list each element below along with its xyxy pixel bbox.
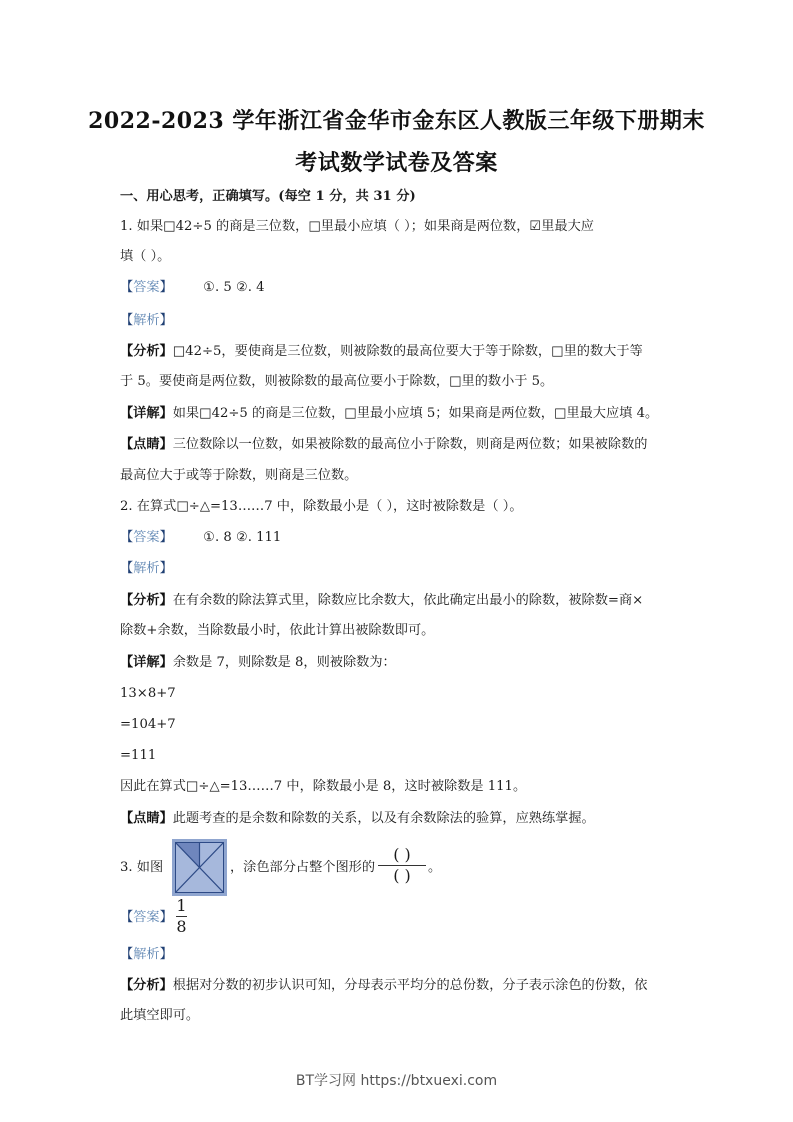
page-title-line1: 2022-2023 学年浙江省金华市金东区人教版三年级下册期末: [88, 108, 705, 134]
q3-analysis-label: 【解析】: [120, 947, 173, 962]
q1-answer: [120, 279, 680, 297]
answer-label: 【答案】: [120, 280, 173, 295]
q2-conclusion: 因此在算式□÷△=13……7 中，除数最小是 8，这时被除数是 111。: [120, 779, 527, 794]
q1-dianjing-line1: 【点睛】三位数除以一位数，如果被除数的最高位小于除数，则商是两位数；如果被除数的: [120, 437, 648, 452]
answer-label: 【答案】: [120, 530, 173, 545]
q2-fenxi-line2: 除数+余数，当除数最小时，依此计算出被除数即可。: [120, 623, 435, 638]
q1-xiangjie: 【详解】如果□42÷5 的商是三位数，□里最小应填 5；如果商是两位数，□里最大应填 4。: [120, 406, 659, 421]
q2-stem: 2. 在算式□÷△=13……7 中，除数最小是（ ），这时被除数是（ ）。: [120, 499, 523, 514]
q2-xiangjie: 【详解】余数是 7，则除数是 8，则被除数为：: [120, 655, 396, 670]
q3-fenxi-line2: 此填空即可。: [120, 1008, 200, 1023]
q1-dianjing-line2: 最高位大于或等于除数，则商是三位数。: [120, 468, 358, 483]
q2-answer: [120, 529, 680, 547]
q2-calc-1: 13×8+7: [120, 686, 176, 701]
q1-stem-line1: 1. 如果□42÷5 的商是三位数，□里最小应填（ ）；如果商是两位数，☑里最大应: [120, 219, 594, 234]
q1-analysis-label: 【解析】: [120, 313, 173, 328]
q3-end: 。: [428, 860, 442, 875]
q1-fenxi-line2: 于 5。要使商是两位数，则被除数的最高位要小于除数，□里的数小于 5。: [120, 374, 554, 389]
q3-fenxi-line1: 【分析】根据对分数的初步认识可知，分母表示平均分的总份数，分子表示涂色的份数，依: [120, 978, 648, 993]
q2-analysis-label: 【解析】: [120, 561, 173, 576]
q3-answer-label: 【答案】: [120, 910, 173, 925]
watermark-footer: BT学习网 https://btxuexi.com: [295, 1073, 498, 1089]
q1-fenxi-line1: 【分析】□42÷5，要使商是三位数，则被除数的最高位要大于等于除数，□里的数大于等: [120, 344, 643, 359]
q2-calc-2: =104+7: [120, 717, 176, 732]
q2-fenxi-line1: 【分析】在有余数的除法算式里，除数应比余数大，依此确定出最小的除数，被除数=商×: [120, 593, 644, 608]
q2-answer-value: ①. 8 ②. 111: [203, 530, 282, 545]
square-diagonals-icon: [175, 842, 224, 893]
q2-calc-3: =111: [120, 748, 157, 763]
q1-answer-value: ①. 5 ②. 4: [203, 280, 265, 295]
q3-prefix: 3. 如图: [120, 860, 164, 875]
page-title-line2: 考试数学试卷及答案: [295, 150, 498, 176]
q3-fraction-blank: ( ) ( ): [378, 845, 426, 886]
q3-answer-fraction: 1 8: [176, 896, 187, 936]
square-fraction-figure: [172, 839, 227, 896]
q1-stem-line2: 填（ ）。: [120, 249, 171, 264]
section-heading: 一、用心思考，正确填写。(每空 1 分，共 31 分): [120, 189, 416, 204]
q3-suffix: ，涂色部分占整个图形的: [230, 860, 376, 875]
q2-dianjing: 【点睛】此题考查的是余数和除数的关系，以及有余数除法的验算，应熟练掌握。: [120, 811, 595, 826]
